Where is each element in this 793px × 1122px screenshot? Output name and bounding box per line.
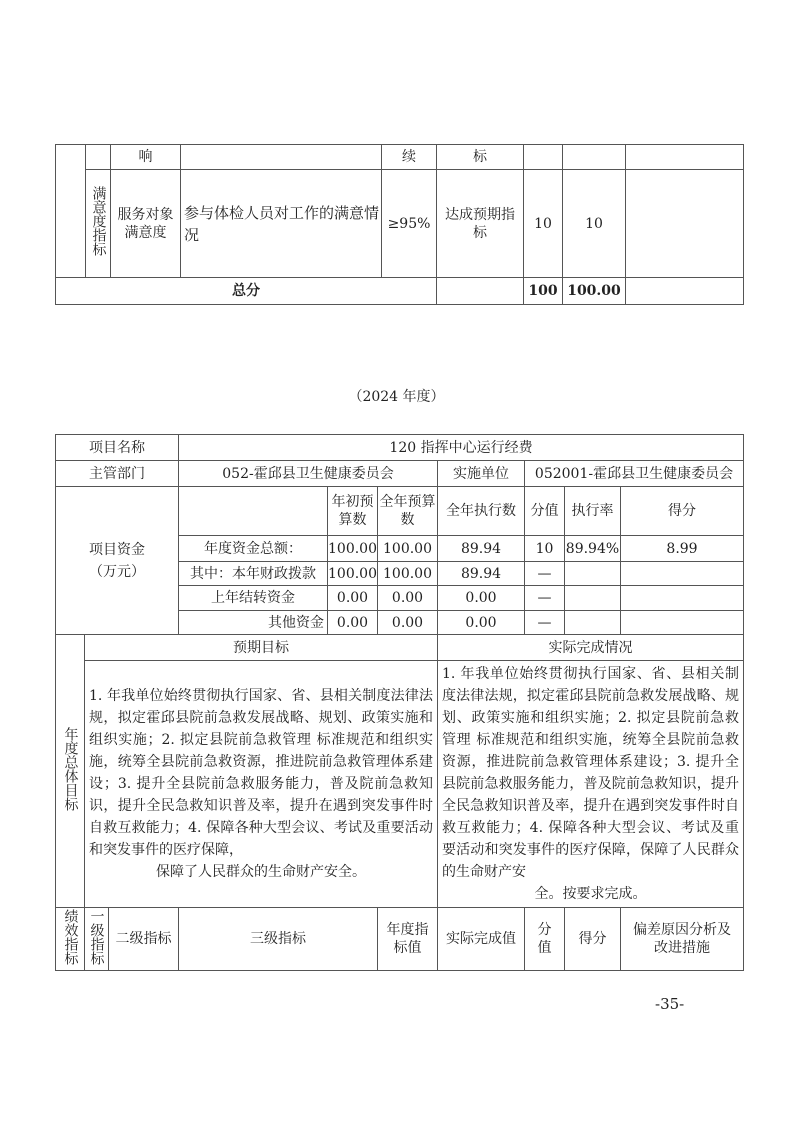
fund-weight: — [525, 586, 565, 611]
fund-annual: 100.00 [378, 562, 438, 586]
fund-rate [565, 562, 621, 586]
continued-row [56, 145, 744, 170]
project-name: 120 指挥中心运行经费 [179, 435, 744, 461]
page-number: -35- [655, 995, 685, 1013]
header-score: 得分 [621, 487, 744, 536]
level3-header: 三级指标 [179, 908, 378, 971]
empty-cell [179, 487, 328, 536]
expected-goal-last-line: 保障了人民群众的生命财产安全。 [156, 864, 366, 880]
performance-table [55, 434, 744, 971]
actual-header: 实际完成值 [438, 908, 525, 971]
header-annual-budget: 全年预算数 [378, 487, 438, 536]
target-header: 年度指标值 [378, 908, 438, 971]
funds-header-row [56, 487, 744, 536]
empty-cell [524, 145, 563, 170]
remark [626, 170, 744, 278]
header-exec-rate: 执行率 [565, 487, 621, 536]
annual-goals-label: 年度总体目标 [62, 726, 79, 811]
total-row [56, 278, 744, 305]
year-label: （2024 年度） [348, 389, 445, 405]
expected-goal-header: 预期目标 [85, 635, 438, 661]
fund-score: 8.99 [621, 536, 744, 562]
fund-annual: 0.00 [378, 586, 438, 611]
empty-cell [181, 145, 382, 170]
weight-header: 分值 [525, 908, 565, 971]
fund-weight: — [525, 562, 565, 586]
funds-label-cell [56, 487, 179, 635]
dept-label: 主管部门 [56, 461, 179, 487]
impl-label: 实施单位 [438, 461, 525, 487]
fund-score [621, 611, 744, 635]
expected-goal-body: 1. 年我单位始终贯彻执行国家、省、县相关制度法律法规，拟定霍邱县院前急救发展战略、规划、政策实施和组织实施；2. 拟定县院前急救管理 标准规范和组织实施，统筹全县院前急救资源，推进院前急救管理体系建设；3. 提升全县院前急救服务能力，普及院前急救知识，提升全民急救知识普及率，提升在遇到突发事件时自救互救能力；4. 保障各种大型会议、考试及重要活动和突发事件的医疗保障， [89, 688, 433, 858]
fund-score [621, 562, 744, 586]
dept-value: 052-霍邱县卫生健康委员会 [179, 461, 438, 487]
goals-body-row [56, 661, 744, 908]
empty-cell [626, 278, 744, 305]
department-row [56, 461, 744, 487]
project-name-row [56, 435, 744, 461]
continued-text: 标 [437, 145, 524, 170]
actual-completion-body: 1. 年我单位始终贯彻执行国家、省、县相关制度法律法规，拟定霍邱县院前急救发展战略、规划、政策实施和组织实施；2. 拟定县院前急救管理 标准规范和组织实施，统筹全县院前急救资源，推进院前急救管理体系建设；3. 提升全县院前急救服务能力，普及院前急救知识，提升全民急救知识普及率，提升在遇到突发事件时自救互救能力；4. 保障各种大型会议、考试及重要活动和突发事件的医疗保障，保障了人民群众的生命财产安 [442, 666, 740, 880]
level2-indicator: 服务对象满意度 [111, 170, 181, 278]
fund-rate: 89.94% [565, 536, 621, 562]
fund-name: 其中：本年财政拨款 [179, 562, 328, 586]
empty-cell [437, 278, 524, 305]
actual-value: 达成预期指标 [437, 170, 524, 278]
fund-annual: 100.00 [378, 536, 438, 562]
annual-goals-label-cell [56, 635, 85, 908]
fund-name: 其他资金 [179, 611, 328, 635]
goals-header-row [56, 635, 744, 661]
header-weight: 分值 [525, 487, 565, 536]
score-header: 得分 [565, 908, 621, 971]
level1-header: 一级指标 [88, 908, 105, 965]
funds-label: 项目资金（万元） [89, 541, 145, 580]
expected-goal-text [85, 661, 438, 908]
total-label: 总分 [56, 278, 437, 305]
fund-name: 上年结转资金 [179, 586, 328, 611]
continued-text: 续 [382, 145, 437, 170]
empty-cell [563, 145, 626, 170]
empty-cell [626, 145, 744, 170]
fund-executed: 0.00 [438, 586, 525, 611]
header-executed: 全年执行数 [438, 487, 525, 536]
project-name-label: 项目名称 [56, 435, 179, 461]
total-score: 100.00 [563, 278, 626, 305]
satisfaction-row [56, 170, 744, 278]
empty-cell [56, 145, 86, 278]
impl-value: 052001-霍邱县卫生健康委员会 [525, 461, 744, 487]
level3-indicator: 参与体检人员对工作的满意情况 [181, 170, 382, 278]
fund-score [621, 586, 744, 611]
fund-initial: 0.00 [328, 611, 378, 635]
level2-header: 二级指标 [109, 908, 179, 971]
level1-indicator: 满意度指标 [90, 186, 107, 256]
fund-initial: 100.00 [328, 562, 378, 586]
fund-initial: 0.00 [328, 586, 378, 611]
continued-text: 响 [111, 145, 181, 170]
header-initial-budget: 年初预算数 [328, 487, 378, 536]
level1-indicator-cell [86, 170, 111, 278]
level1-header-cell [85, 908, 109, 971]
deviation-header: 偏差原因分析及改进措施 [621, 908, 744, 971]
fund-weight: — [525, 611, 565, 635]
continued-indicator-table [55, 144, 744, 305]
fund-rate [565, 586, 621, 611]
actual-completion-text [438, 661, 744, 908]
indicators-header-row [56, 908, 744, 971]
fund-executed: 89.94 [438, 536, 525, 562]
score: 10 [563, 170, 626, 278]
performance-indicators-label: 绩效指标 [62, 908, 79, 965]
fund-annual: 0.00 [378, 611, 438, 635]
actual-completion-last-line: 全。按要求完成。 [534, 886, 647, 902]
target-value: ≥95% [382, 170, 437, 278]
fund-executed: 89.94 [438, 562, 525, 586]
score-value: 10 [524, 170, 563, 278]
fund-executed: 0.00 [438, 611, 525, 635]
empty-cell [86, 145, 111, 170]
total-score-value: 100 [524, 278, 563, 305]
fund-rate [565, 611, 621, 635]
actual-completion-header: 实际完成情况 [438, 635, 744, 661]
fund-name: 年度资金总额： [179, 536, 328, 562]
performance-indicators-label-cell [56, 908, 85, 971]
fund-initial: 100.00 [328, 536, 378, 562]
fund-weight: 10 [525, 536, 565, 562]
